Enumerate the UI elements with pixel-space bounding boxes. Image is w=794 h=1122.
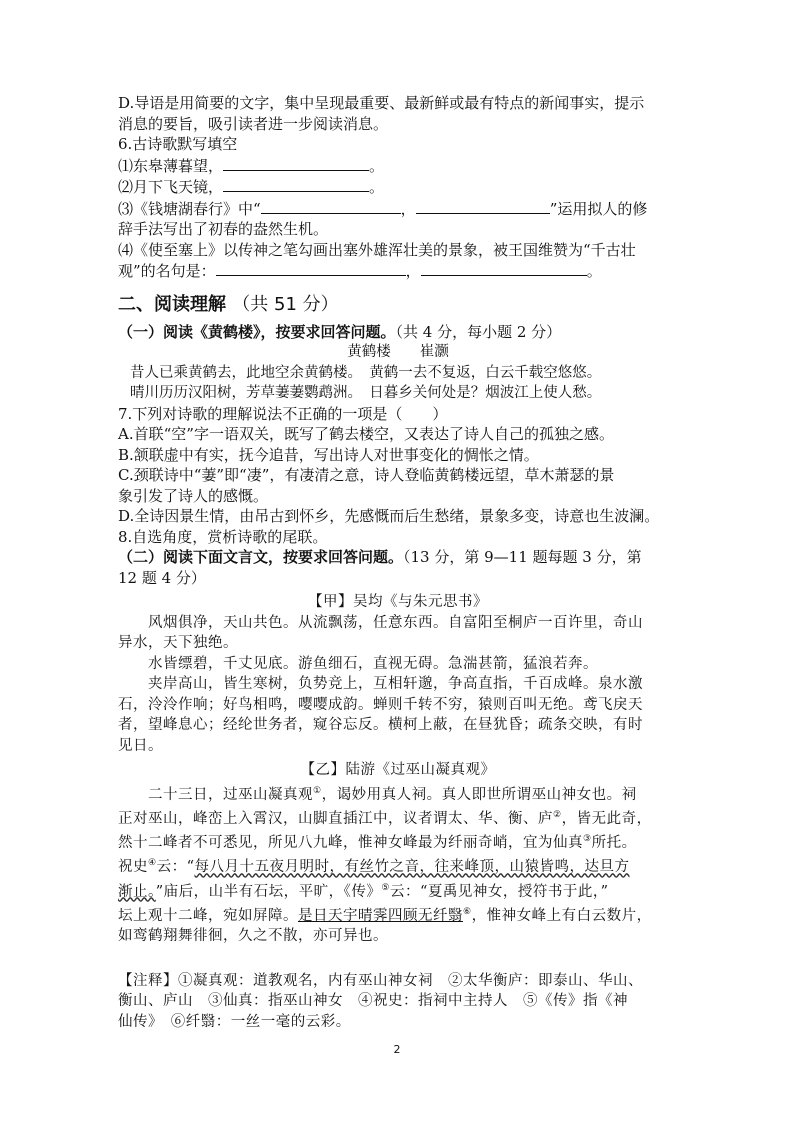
yi-text: 正对巫山，峰峦上入霄汉，山脚直插江中，议者谓太、华、衡、庐 — [118, 810, 553, 827]
part2-heading — [118, 547, 678, 568]
notes-line-3: 仙传》 ⑥纤翳：一丝一毫的云彩。 — [118, 1013, 351, 1030]
q6-item-4-text: 观”的名句是： — [118, 262, 216, 280]
section-2-title: 二、阅读理解 — [118, 293, 226, 315]
part1-score: （共 4 分，每小题 2 分） — [395, 322, 562, 341]
q6-title: 6.古诗歌默写填空 — [118, 135, 238, 153]
part1-heading — [118, 322, 678, 343]
footnote-marker: ① — [313, 785, 322, 796]
section-2-heading — [118, 290, 678, 316]
punct: 。 — [586, 262, 602, 280]
poem-title: 黄鹤楼 崔灏 — [347, 344, 449, 360]
jia-para-1-cont: 异水，天下独绝。 — [118, 635, 238, 651]
part2-score: （13 分，第 9—11 题每题 3 分，第 — [403, 548, 642, 566]
poem-line-1: 昔人已乘黄鹤去，此地空余黄鹤楼。 黄鹤一去不复返，白云千载空悠悠。 — [130, 364, 602, 381]
footnote-marker: ⑤ — [381, 882, 390, 893]
yi-line-5 — [118, 878, 678, 902]
q6-item-1-text: ⑴东皋薄暮望， — [118, 156, 224, 175]
part2-score-cont: 12 题 4 分） — [118, 568, 206, 587]
yi-title: 【乙】陆游《过巫山凝真观》 — [300, 762, 496, 778]
jia-para-2: 水皆缥碧，千丈见底。游鱼细石，直视无碍。急湍甚箭，猛浪若奔。 — [148, 655, 598, 672]
jia-para-1: 风烟俱净，天山共色。从流飘荡，任意东西。自富阳至桐庐一百许里，奇山 — [148, 614, 643, 631]
q6-item-4-cont — [118, 260, 678, 282]
punct: ， — [400, 199, 416, 218]
underlined-sentence: 是日天宇晴霁四顾无纤翳 — [298, 907, 463, 924]
punct: 。 — [369, 156, 385, 175]
q7-option-d: D.全诗因景生情，由吊古到怀乡，先感慨而后生愁绪，景象多变，诗意也生波澜。 — [118, 507, 660, 525]
yi-text: ，皆无此奇， — [561, 810, 652, 827]
section-2-score: （共 51 分） — [232, 293, 339, 315]
answer-blank[interactable] — [223, 176, 369, 192]
yi-line-2 — [118, 805, 678, 829]
part1-title: （一）阅读《黄鹤楼》，按要求回答问题。 — [118, 322, 396, 341]
q6-item-1 — [118, 155, 678, 177]
q6-item-4: ⑷《使至塞上》以传神之笔勾画出塞外雄浑壮美的景象，被王国维赞为“千古壮 — [118, 240, 636, 259]
q6-item-3-tail: ”运用拟人的修 — [549, 199, 648, 218]
q5-option-d-line1: D.导语是用简要的文字，集中呈现最重要、最新鲜或最有特点的新闻事实，提示 — [118, 94, 645, 112]
yi-text: 所托。 — [591, 834, 637, 851]
yi-text: ，谒妙用真人祠。真人即世所谓巫山神女也。祠 — [321, 786, 637, 803]
page-number: 2 — [393, 1043, 401, 1056]
poem-line-2: 晴川历历汉阳树，芳草萋萋鹦鹉洲。 日暮乡关何处是？烟波江上使人愁。 — [130, 385, 602, 401]
q6-item-2-text: ⑵月下飞天镜， — [118, 178, 224, 196]
answer-blank[interactable] — [216, 260, 406, 276]
jia-title: 【甲】吴均《与朱元思书》 — [308, 594, 488, 610]
answer-blank[interactable] — [223, 155, 369, 171]
q6-item-2 — [118, 176, 678, 198]
footnote-marker: ③ — [583, 834, 592, 845]
yi-text: 云：“夏禹见神女，授符书于此，” — [390, 883, 609, 900]
exam-page — [118, 93, 678, 1032]
footnote-marker: ④ — [148, 858, 157, 869]
jia-para-3-cont3: 见日。 — [118, 737, 163, 754]
notes-line-2: 衡山、庐山 ③仙真：指巫山神女 ④祝史：指祠中主持人 ⑤《传》指《神 — [118, 993, 628, 1010]
jia-para-3: 夹岸高山，皆生寒树，负势竞上，互相轩邈，争高直指，千百成峰。泉水激 — [148, 676, 643, 692]
yi-line-7: 如鸾鹤翔舞徘徊，久之不散，亦可异也。 — [118, 928, 388, 945]
yi-line-3 — [118, 829, 678, 853]
q5-option-d-line2: 消息的要旨，吸引读者进一步阅读消息。 — [118, 114, 389, 133]
answer-blank[interactable] — [261, 198, 401, 214]
q7-option-a: A.首联“空”字一语双关，既写了鹤去楼空，又表达了诗人自己的孤独之感。 — [118, 425, 614, 443]
footnote-marker: ② — [553, 809, 562, 820]
jia-para-3-cont2: 者，望峰息心；经纶世务者，窥谷忘反。横柯上蔽，在昼犹昏；疏条交映，有时 — [118, 717, 643, 733]
part2-title: （二）阅读下面文言文，按要求回答问题。 — [118, 548, 404, 566]
q7-stem: 7.下列对诗歌的理解说法不正确的一项是（ ） — [118, 404, 448, 423]
answer-blank[interactable] — [416, 198, 550, 214]
q6-item-3-text: ⑶《钱塘湖春行》中“ — [118, 199, 261, 218]
q7-option-c: C.颈联诗中“萋”即“凄”，有凄清之意，诗人登临黄鹤楼远望，草木萧瑟的景 — [118, 466, 615, 484]
q6-item-3 — [118, 198, 678, 220]
q7-option-b: B.颔联虚中有实，抚今追昔，写出诗人对世事变化的惆怅之情。 — [118, 445, 539, 464]
yi-text: 祝史 — [118, 859, 148, 876]
answer-blank[interactable] — [421, 260, 587, 276]
notes-line-1: 【注释】①凝真观：道教观名，内有巫山神女祠 ②太华衡庐：即泰山、华山、 — [118, 972, 643, 989]
wavy-underlined-sentence-end: 渐止。 — [118, 883, 156, 900]
yi-text: 二十三日，过巫山凝真观 — [148, 786, 313, 803]
yi-text: 然十二峰者不可悉见，所见八九峰，惟神女峰最为纤丽奇峭，宜为仙真 — [118, 834, 583, 851]
yi-text: 云：“ — [156, 859, 195, 876]
footnote-marker: ⑥ — [463, 907, 472, 918]
q6-item-3-cont: 辞手法写出了初春的盎然生机。 — [118, 220, 329, 238]
wavy-underlined-sentence: 每八月十五夜月明时，有丝竹之音，往来峰顶，山猿皆鸣，达旦方 — [194, 859, 630, 876]
q8-stem: 8.自选角度，赏析诗歌的尾联。 — [118, 527, 328, 546]
q7-option-c-cont: 象引发了诗人的感慨。 — [118, 486, 269, 505]
yi-line-4 — [118, 853, 678, 877]
punct: ， — [405, 262, 421, 280]
yi-line-6 — [118, 902, 678, 926]
yi-text: ，惟神女峰上有白云数片， — [471, 907, 652, 924]
yi-text: 坛上观十二峰，宛如屏障。 — [118, 907, 298, 924]
yi-text: ”庙后，山半有石坛，平旷，《传》 — [155, 883, 382, 900]
yi-line-1 — [118, 781, 678, 805]
jia-para-3-cont1: 石，泠泠作响；好鸟相鸣，嘤嘤成韵。蝉则千转不穷，猿则百叫无绝。鸢飞戾天 — [118, 696, 643, 713]
punct: 。 — [369, 178, 385, 196]
